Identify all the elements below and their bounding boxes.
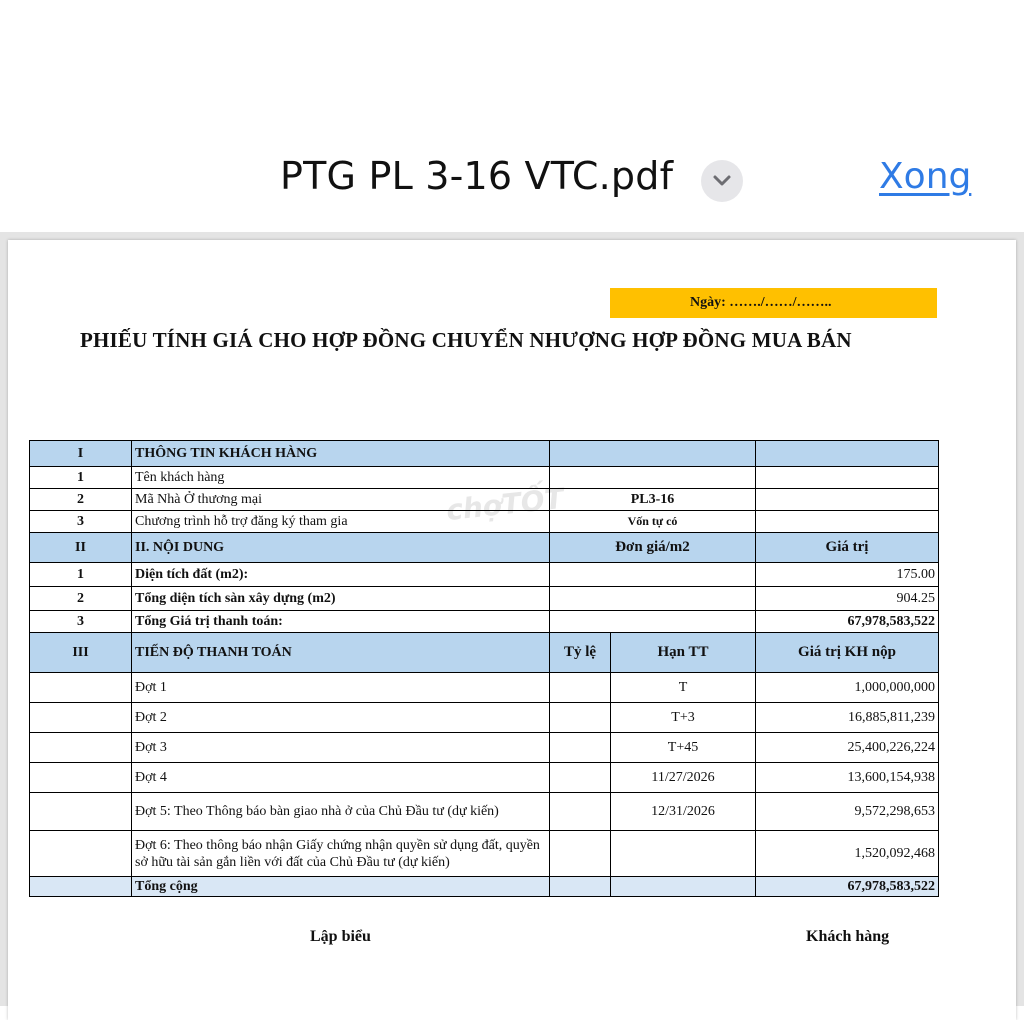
prepared-by-label: Lập biểu [310, 928, 371, 945]
date-line: Ngày: ……./……/…….. [690, 295, 832, 310]
table-row: 3 Chương trình hỗ trợ đăng ký tham gia Vốn tự có [30, 511, 939, 533]
file-options-button[interactable] [701, 160, 743, 202]
section-header-payment: III TIẾN ĐỘ THANH TOÁN Tỷ lệ Hạn TT Giá trị KH nộp [30, 633, 939, 673]
table-row: Đợt 4 11/27/2026 13,600,154,938 [30, 763, 939, 793]
table-row: Đợt 5: Theo Thông báo bàn giao nhà ở của Chủ Đầu tư (dự kiến) 12/31/2026 9,572,298,653 [30, 793, 939, 831]
document-title: PHIẾU TÍNH GIÁ CHO HỢP ĐỒNG CHUYỂN NHƯỢNG HỢP ĐỒNG MUA BÁN [80, 328, 852, 352]
viewer-header [0, 0, 1024, 232]
watermark-logo: chợTỐT [444, 481, 566, 528]
table-row: 2 Mã Nhà Ở thương mại PL3-16 [30, 489, 939, 511]
section-header-content: II II. NỘI DUNG Đơn giá/m2 Giá trị [30, 533, 939, 563]
total-row: Tổng cộng 67,978,583,522 [30, 877, 939, 897]
table-row: Đợt 6: Theo thông báo nhận Giấy chứng nhận quyền sử dụng đất, quyền sở hữu tài sản gắn liền với đất của Chủ Đầu tư (dự kiến) 1,520,092,468 [30, 831, 939, 877]
pricing-table [29, 440, 939, 897]
pdf-page [8, 240, 1016, 1020]
table-row: Đợt 2 T+3 16,885,811,239 [30, 703, 939, 733]
chevron-down-icon [712, 173, 732, 189]
table-row: 3 Tổng Giá trị thanh toán: 67,978,583,522 [30, 611, 939, 633]
pdf-viewer[interactable] [0, 232, 1024, 1006]
table-row: Đợt 1 T 1,000,000,000 [30, 673, 939, 703]
done-button[interactable]: Xong [879, 156, 972, 197]
table-row: Đợt 3 T+45 25,400,226,224 [30, 733, 939, 763]
table-row: 1 Diện tích đất (m2): 175.00 [30, 563, 939, 587]
table-row: 1 Tên khách hàng [30, 467, 939, 489]
customer-signature-label: Khách hàng [806, 928, 890, 945]
table-row: 2 Tổng diện tích sàn xây dựng (m2) 904.25 [30, 587, 939, 611]
section-label: THÔNG TIN KHÁCH HÀNG [132, 441, 550, 467]
file-title: PTG PL 3-16 VTC.pdf [280, 154, 674, 198]
section-number: I [30, 441, 132, 467]
section-header-customer [30, 441, 939, 467]
